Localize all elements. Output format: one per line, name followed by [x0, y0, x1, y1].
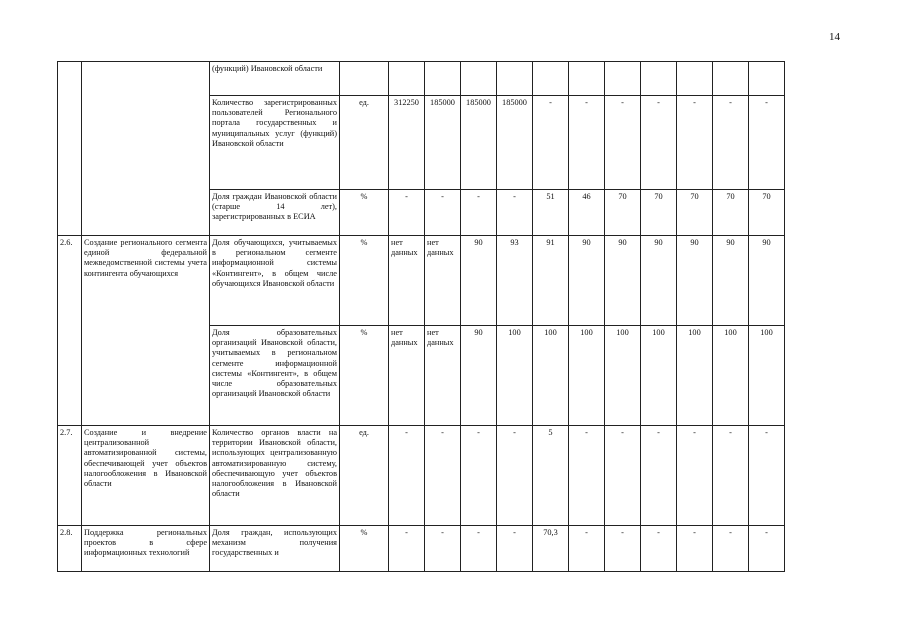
value-cell: 100 [677, 326, 713, 426]
value-cell: - [677, 526, 713, 572]
row-number [58, 62, 82, 236]
value-cell: 100 [605, 326, 641, 426]
table-row [58, 236, 785, 326]
value-cell [605, 62, 641, 96]
value-cell [569, 62, 605, 96]
unit-cell: % [340, 326, 389, 426]
value-cell: - [389, 190, 425, 236]
value-cell: 100 [749, 326, 785, 426]
value-cell: - [461, 426, 497, 526]
unit-cell: ед. [340, 426, 389, 526]
value-cell [389, 62, 425, 96]
unit-cell: % [340, 526, 389, 572]
value-cell [713, 62, 749, 96]
value-cell: - [497, 426, 533, 526]
table-row [58, 426, 785, 526]
value-cell: 51 [533, 190, 569, 236]
table-row [58, 526, 785, 572]
value-cell: 90 [461, 326, 497, 426]
measure-name: Создание и внедрение централизованной автоматизированной системы, обеспечивающей учет объектов налогообложения в Ивановской области [82, 426, 210, 526]
value-cell: 5 [533, 426, 569, 526]
value-cell: 312250 [389, 96, 425, 190]
indicators-table [57, 61, 785, 572]
measure-name [82, 62, 210, 236]
value-cell: - [533, 96, 569, 190]
value-cell: 70,3 [533, 526, 569, 572]
value-cell: 70 [713, 190, 749, 236]
value-cell: нет данных [425, 236, 461, 326]
value-cell [461, 62, 497, 96]
value-cell [641, 62, 677, 96]
value-cell [749, 62, 785, 96]
value-cell: - [497, 190, 533, 236]
value-cell: нет данных [425, 326, 461, 426]
value-cell: 185000 [425, 96, 461, 190]
value-cell: - [605, 526, 641, 572]
measure-name: Поддержка региональных проектов в сфере информационных технологий [82, 526, 210, 572]
value-cell [533, 62, 569, 96]
value-cell: - [749, 526, 785, 572]
value-cell: 90 [749, 236, 785, 326]
unit-cell: % [340, 190, 389, 236]
value-cell: - [461, 526, 497, 572]
value-cell: - [569, 96, 605, 190]
value-cell: - [641, 426, 677, 526]
value-cell: - [677, 426, 713, 526]
unit-cell [340, 62, 389, 96]
value-cell: - [605, 96, 641, 190]
row-number: 2.8. [58, 526, 82, 572]
value-cell [497, 62, 533, 96]
indicator-name: Количество зарегистрированных пользователей Регионального портала государственных и муниципальных услуг (функций) Ивановской области [210, 96, 340, 190]
indicator-name: Доля граждан Ивановской области (старше 14 лет), зарегистрированных в ЕСИА [210, 190, 340, 236]
value-cell: - [389, 426, 425, 526]
page-number: 14 [829, 31, 840, 43]
value-cell: нет данных [389, 236, 425, 326]
value-cell: 100 [569, 326, 605, 426]
measure-name: Создание регионального сегмента единой федеральной межведомственной системы учета контингента обучающихся [82, 236, 210, 426]
value-cell: 100 [641, 326, 677, 426]
value-cell: 90 [677, 236, 713, 326]
indicator-name: Доля образовательных организаций Ивановской области, учитываемых в региональном сегменте информационной системы «Контингент», в общем числе образовательных организаций Ивановской области [210, 326, 340, 426]
value-cell: - [749, 96, 785, 190]
table-row [58, 62, 785, 96]
value-cell: 100 [533, 326, 569, 426]
value-cell: - [461, 190, 497, 236]
row-number: 2.6. [58, 236, 82, 426]
value-cell: - [677, 96, 713, 190]
value-cell: - [713, 526, 749, 572]
value-cell: - [425, 426, 461, 526]
row-number: 2.7. [58, 426, 82, 526]
indicator-name: Доля обучающихся, учитываемых в региональном сегменте информационной системы «Контингент», в общем числе обучающихся Ивановской области [210, 236, 340, 326]
value-cell: 70 [677, 190, 713, 236]
value-cell: 70 [749, 190, 785, 236]
value-cell: 90 [713, 236, 749, 326]
value-cell: нет данных [389, 326, 425, 426]
value-cell [677, 62, 713, 96]
value-cell: - [425, 526, 461, 572]
unit-cell: % [340, 236, 389, 326]
value-cell: - [641, 96, 677, 190]
value-cell: - [425, 190, 461, 236]
value-cell: 70 [605, 190, 641, 236]
indicator-name: Количество органов власти на территории Ивановской области, использующих централизованную автоматизированную систему, обеспечивающую учет объектов налогообложения в Ивановской области [210, 426, 340, 526]
value-cell: 185000 [497, 96, 533, 190]
value-cell: - [569, 526, 605, 572]
value-cell: 46 [569, 190, 605, 236]
value-cell: - [605, 426, 641, 526]
value-cell: 90 [461, 236, 497, 326]
value-cell: 100 [713, 326, 749, 426]
value-cell: - [713, 426, 749, 526]
value-cell: - [713, 96, 749, 190]
value-cell: - [497, 526, 533, 572]
indicator-name: (функций) Ивановской области [210, 62, 340, 96]
value-cell: 70 [641, 190, 677, 236]
unit-cell: ед. [340, 96, 389, 190]
value-cell: 90 [569, 236, 605, 326]
value-cell: 91 [533, 236, 569, 326]
value-cell: - [569, 426, 605, 526]
value-cell [425, 62, 461, 96]
value-cell: - [389, 526, 425, 572]
value-cell: 100 [497, 326, 533, 426]
value-cell: - [749, 426, 785, 526]
indicator-name: Доля граждан, использующих механизм получения государственных и [210, 526, 340, 572]
value-cell: 90 [605, 236, 641, 326]
value-cell: - [641, 526, 677, 572]
value-cell: 93 [497, 236, 533, 326]
value-cell: 90 [641, 236, 677, 326]
value-cell: 185000 [461, 96, 497, 190]
